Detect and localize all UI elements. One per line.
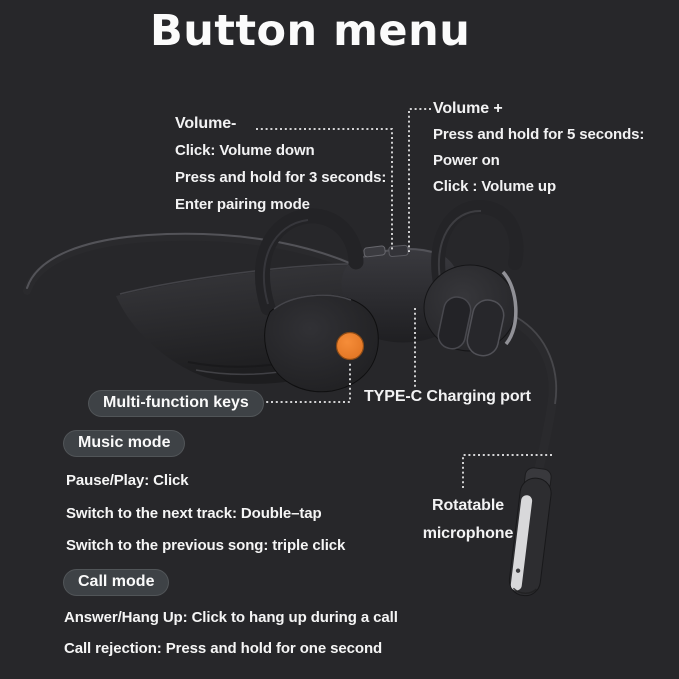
page-title: Button menu (150, 6, 471, 56)
volume-plus-line: Click : Volume up (433, 178, 557, 195)
multi-function-keys-label: Multi-function keys (88, 390, 264, 417)
music-mode-item: Switch to the previous song: triple click (66, 537, 346, 554)
volume-minus-annotation (175, 110, 386, 218)
music-mode-item: Switch to the next track: Double–tap (66, 504, 322, 522)
call-mode-label: Call mode (63, 569, 169, 596)
volume-minus-heading: Volume- (175, 115, 237, 132)
left-earpiece (265, 295, 379, 392)
volume-plus-line: Press and hold for 5 seconds: (433, 126, 645, 143)
music-mode-item: Pause/Play: Click (66, 472, 189, 489)
multi-function-button (337, 333, 364, 360)
volume-down-button (364, 246, 386, 257)
connector-volume-plus (409, 109, 431, 252)
volume-up-button (389, 245, 409, 257)
volume-minus-line: Press and hold for 3 seconds: (175, 169, 387, 186)
type-c-port-label: TYPE-C Charging port (364, 388, 531, 405)
call-mode-list (64, 602, 398, 664)
volume-plus-heading: Volume + (433, 100, 503, 117)
music-mode-list (66, 465, 345, 563)
call-mode-item: Answer/Hang Up: Click to hang up during a call (64, 609, 398, 626)
volume-plus-line: Power on (433, 152, 500, 169)
music-mode-label: Music mode (63, 430, 185, 457)
call-mode-item: Call rejection: Press and hold for one second (64, 640, 383, 657)
volume-minus-line: Enter pairing mode (175, 196, 310, 213)
right-earpiece (424, 265, 516, 359)
volume-plus-annotation (433, 96, 644, 200)
volume-minus-line: Click: Volume down (175, 142, 315, 159)
rotatable-mic-label: Rotatable microphone (422, 497, 514, 542)
